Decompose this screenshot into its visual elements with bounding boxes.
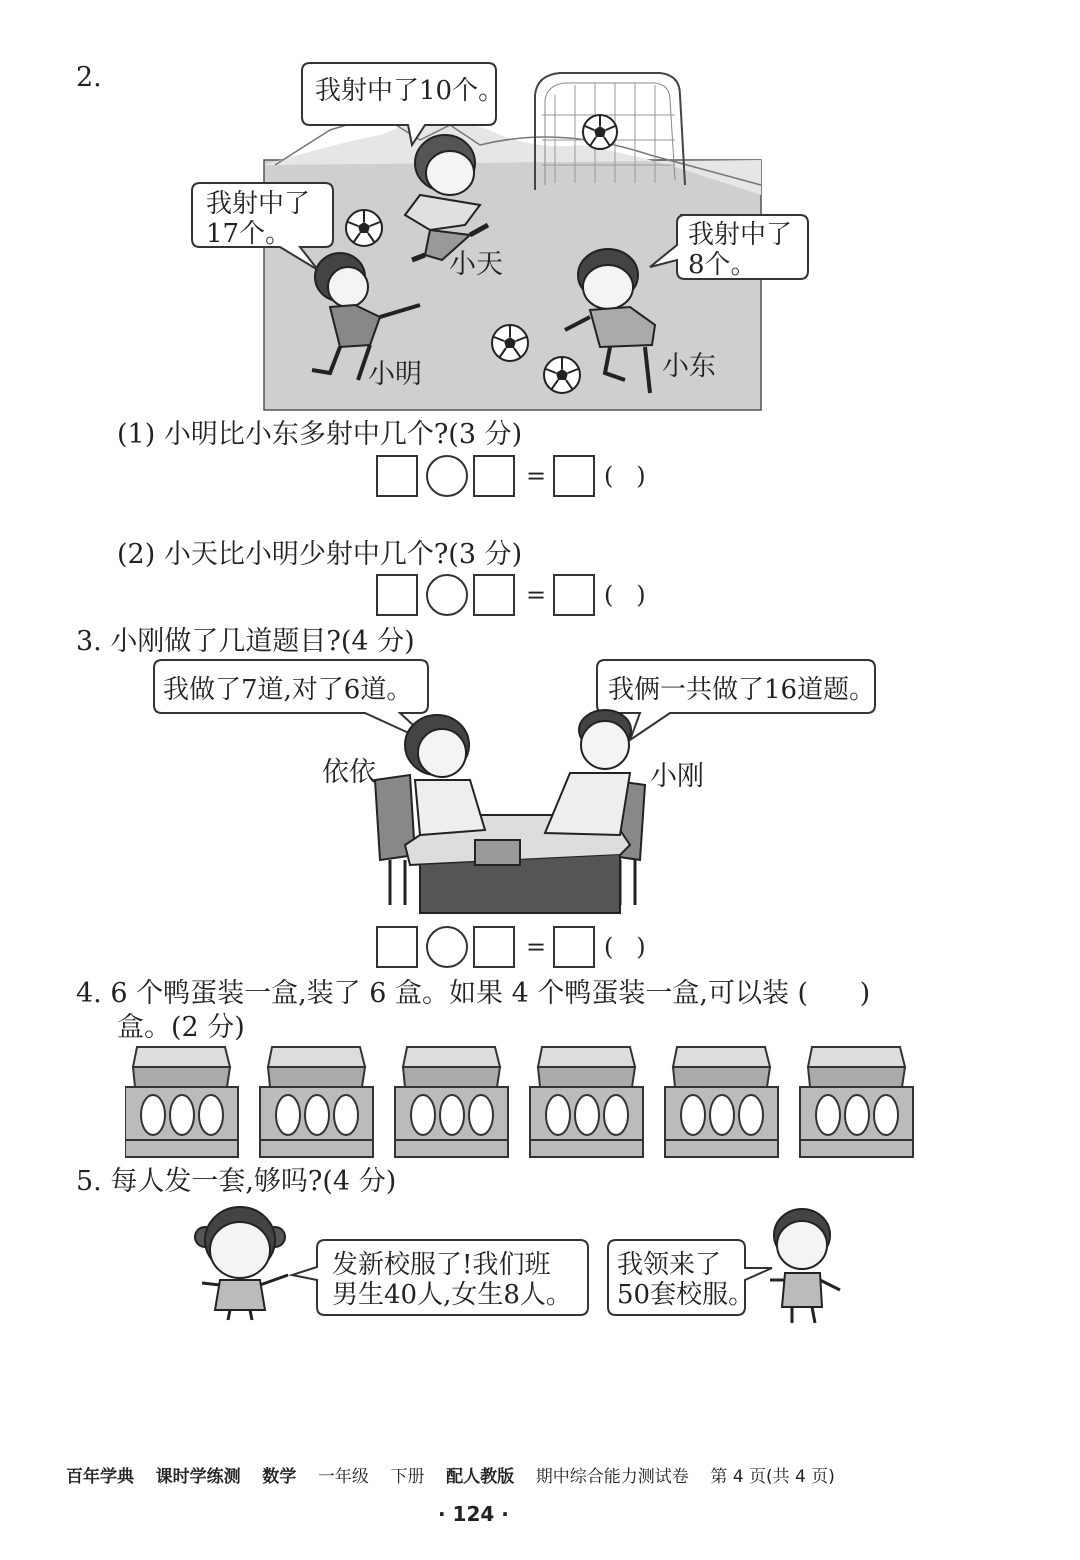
egg-icon: [681, 1095, 705, 1135]
footer-term: 下册: [390, 1467, 425, 1487]
page-number: · 124 ·: [438, 1502, 509, 1526]
operator-circle[interactable]: [426, 455, 468, 497]
q2-number: 2.: [76, 62, 102, 93]
soccer-ball-icon: [583, 115, 617, 149]
egg-icon: [845, 1095, 869, 1135]
soccer-ball-icon: [492, 325, 528, 361]
soccer-ball-icon: [346, 210, 382, 246]
equals-sign: =: [526, 933, 547, 961]
label-xiaogang: 小刚: [650, 761, 704, 792]
bubble-yiyi: 我做了7道,对了6道。: [163, 675, 413, 705]
egg-icon: [739, 1095, 763, 1135]
bubble-xiaodong: 我射中了 8个。: [688, 220, 793, 280]
answer-box[interactable]: [553, 926, 595, 968]
bubble-xiaotian: 我射中了10个。: [315, 76, 505, 106]
egg-box-icon: [800, 1047, 913, 1157]
equation-row-1: [376, 455, 676, 499]
equals-sign: =: [526, 462, 547, 490]
equation-row-2: [376, 574, 676, 618]
answer-box[interactable]: [553, 455, 595, 497]
soccer-ball-icon: [544, 357, 580, 393]
egg-icon: [334, 1095, 358, 1135]
footer-page-info: 第 4 页(共 4 页): [710, 1467, 835, 1487]
unit-paren[interactable]: ( ): [604, 581, 646, 609]
egg-icon: [411, 1095, 435, 1135]
egg-icon: [604, 1095, 628, 1135]
egg-icon: [199, 1095, 223, 1135]
egg-icon: [816, 1095, 840, 1135]
egg-icon: [440, 1095, 464, 1135]
egg-box-icon: [665, 1047, 778, 1157]
unit-paren[interactable]: ( ): [604, 933, 646, 961]
equals-sign: =: [526, 581, 547, 609]
footer-grade: 一年级: [317, 1467, 369, 1487]
bubble-girl: 发新校服了!我们班 男生40人,女生8人。: [332, 1250, 572, 1310]
label-xiaotian: 小天: [449, 249, 503, 280]
egg-icon: [546, 1095, 570, 1135]
girl-figure: [195, 1207, 288, 1320]
egg-icon: [305, 1095, 329, 1135]
equation-row-3: [376, 926, 676, 970]
answer-box[interactable]: [473, 574, 515, 616]
answer-box[interactable]: [376, 574, 418, 616]
bubble-boy: 我领来了 50套校服。: [617, 1250, 755, 1310]
footer-series: 课时学练测: [155, 1467, 241, 1487]
bubble-xiaogang: 我俩一共做了16道题。: [608, 675, 876, 705]
unit-paren[interactable]: ( ): [604, 462, 646, 490]
boy-figure: [770, 1209, 840, 1323]
label-yiyi: 依依: [322, 757, 376, 788]
label-xiaoming: 小明: [368, 359, 422, 390]
egg-icon: [170, 1095, 194, 1135]
answer-box[interactable]: [553, 574, 595, 616]
answer-box[interactable]: [473, 926, 515, 968]
footer-bar: [66, 1462, 835, 1487]
egg-boxes-row: [125, 1045, 925, 1165]
answer-box[interactable]: [376, 455, 418, 497]
egg-icon: [469, 1095, 493, 1135]
egg-box-icon: [125, 1047, 238, 1157]
egg-icon: [141, 1095, 165, 1135]
q4-line1: 4. 6 个鸭蛋装一盒,装了 6 盒。如果 4 个鸭蛋装一盒,可以装 ( ): [76, 978, 871, 1009]
q4-line2: 盒。(2 分): [117, 1012, 245, 1043]
footer-brand: 百年学典: [66, 1467, 134, 1487]
operator-circle[interactable]: [426, 926, 468, 968]
q3-question: 3. 小刚做了几道题目?(4 分): [76, 626, 415, 657]
egg-boxes-illustration: [125, 1045, 925, 1165]
q5-question: 5. 每人发一套,够吗?(4 分): [76, 1166, 397, 1197]
egg-icon: [710, 1095, 734, 1135]
q2-sub1: (1) 小明比小东多射中几个?(3 分): [117, 419, 523, 450]
footer-edition: 配人教版: [446, 1467, 515, 1487]
egg-icon: [276, 1095, 300, 1135]
egg-box-icon: [260, 1047, 373, 1157]
answer-box[interactable]: [376, 926, 418, 968]
egg-box-icon: [395, 1047, 508, 1157]
operator-circle[interactable]: [426, 574, 468, 616]
footer-exam: 期中综合能力测试卷: [535, 1467, 689, 1487]
bubble-xiaoming: 我射中了 17个。: [206, 189, 311, 249]
q2-sub2: (2) 小天比小明少射中几个?(3 分): [117, 539, 523, 570]
answer-box[interactable]: [473, 455, 515, 497]
footer-subject: 数学: [262, 1467, 297, 1487]
label-xiaodong: 小东: [662, 351, 716, 382]
egg-icon: [874, 1095, 898, 1135]
egg-icon: [575, 1095, 599, 1135]
egg-box-icon: [530, 1047, 643, 1157]
